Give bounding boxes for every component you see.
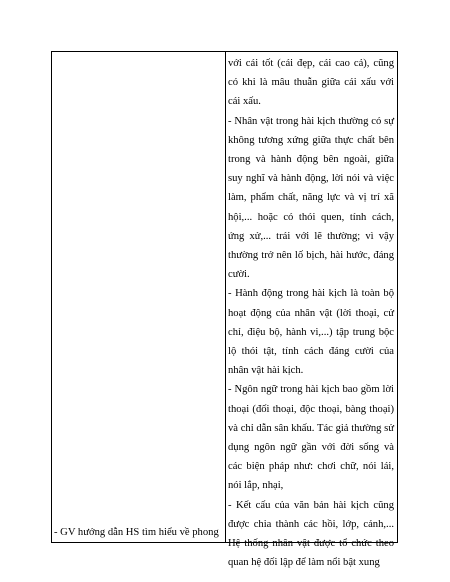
paragraph-actions: - Hành động trong hài kịch là toàn bộ hoạt động của nhân vật (lời thoại, cử chỉ, điệu bộ, hành vi,...) tập trung bộc lộ thói tật, tính cách đáng cười của nhân vật hài kịch. <box>228 288 394 377</box>
left-cell <box>52 52 225 542</box>
paragraph-language: - Ngôn ngữ trong hài kịch bao gồm lời thoại (đối thoại, độc thoại, bàng thoại) và chỉ dẫn sân khấu. Tác giả thường sử dụng ngôn ngữ gần với đời sống và các biện pháp như: chơi chữ, nói lái, nói lắp, nhại, <box>228 384 394 492</box>
paragraph-characters: - Nhân vật trong hài kịch thường có sự không tương xứng giữa thực chất bên trong và hành động bên ngoài, giữa suy nghĩ và hành động, lời nói và việc làm, phẩm chất, năng lực và vị trí xã hội,... hoặc có thói quen, tính cách, ứng xử,... trái với lẽ thường; vì vậy thường trở nên lố bịch, hài hước, đáng cười. <box>228 115 394 281</box>
right-cell <box>228 54 394 572</box>
content-table <box>51 51 398 569</box>
teacher-activity-text: - GV hướng dẫn HS tìm hiểu về phong <box>54 527 219 538</box>
paragraph-intro: với cái tốt (cái đẹp, cái cao cả), cũng có khi là mâu thuẫn giữa cái xấu với cái xấu. <box>228 58 394 108</box>
column-divider <box>225 52 226 542</box>
paragraph-structure: - Kết cấu của văn bản hài kịch cũng được chia thành các hồi, lớp, cảnh,... Hệ thống nhân vật được tổ chức theo quan hệ đối lập để làm nổi bật xung <box>228 499 394 569</box>
